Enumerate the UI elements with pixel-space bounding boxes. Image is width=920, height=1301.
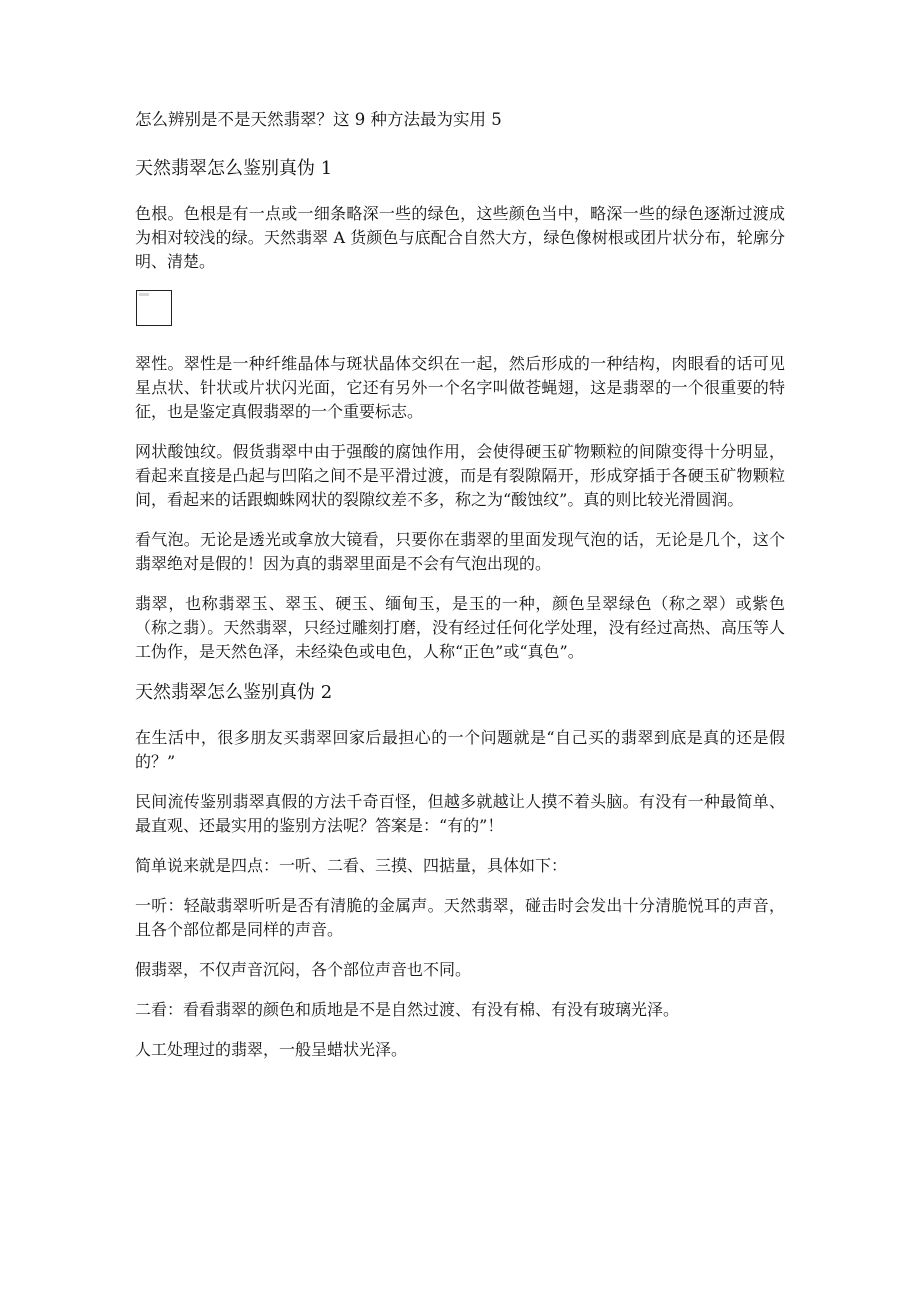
paragraph-jade-texture: 翠性。翠性是一种纤维晶体与斑状晶体交织在一起，然后形成的一种结构，肉眼看的话可见星点状、针状或片状闪光面，它还有另外一个名字叫做苍蝇翅，这是翡翠的一个很重要的特征，也是鉴定真假翡翠的一个重要标志。 xyxy=(135,354,785,421)
paragraph-look: 二看：看看翡翠的颜色和质地是不是自然过渡、有没有棉、有没有玻璃光泽。 xyxy=(135,1000,680,1019)
document-page xyxy=(135,108,785,1078)
paragraph-four-points: 简单说来就是四点：一听、二看、三摸、四掂量，具体如下： xyxy=(135,856,568,875)
image-placeholder-icon xyxy=(136,290,172,326)
paragraph-color-root: 色根。色根是有一点或一细条略深一些的绿色，这些颜色当中，略深一些的绿色逐渐过渡成为相对较浅的绿。天然翡翠 A 货颜色与底配合自然大方，绿色像树根或团片状分布，轮廓分明、清楚。 xyxy=(135,204,785,271)
paragraph-listen: 一听：轻敲翡翠听听是否有清脆的金属声。天然翡翠，碰击时会发出十分清脆悦耳的声音，且各个部位都是同样的声音。 xyxy=(135,896,785,939)
paragraph-jade-definition: 翡翠，也称翡翠玉、翠玉、硬玉、缅甸玉，是玉的一种，颜色呈翠绿色（称之翠）或紫色（称之翡）。天然翡翠，只经过雕刻打磨，没有经过任何化学处理，没有经过高热、高压等人工伪作，是天然色泽，未经染色或电色，人称“正色”或“真色”。 xyxy=(135,594,785,661)
paragraph-acid-etching: 网状酸蚀纹。假货翡翠中由于强酸的腐蚀作用，会使得硬玉矿物颗粒的间隙变得十分明显，看起来直接是凸起与凹陷之间不是平滑过渡，而是有裂隙隔开，形成穿插于各硬玉矿物颗粒间，看起来的话跟蜘蛛网状的裂隙纹差不多，称之为“酸蚀纹”。真的则比较光滑圆润。 xyxy=(135,442,785,509)
section-heading-2: 天然翡翠怎么鉴别真伪 2 xyxy=(135,682,333,703)
paragraph-wax-luster: 人工处理过的翡翠，一般呈蜡状光泽。 xyxy=(135,1040,408,1059)
paragraph-folk-methods: 民间流传鉴别翡翠真假的方法千奇百怪，但越多就越让人摸不着头脑。有没有一种最简单、最直观、还最实用的鉴别方法呢？答案是：“有的”！ xyxy=(135,792,785,835)
document-title: 怎么辨别是不是天然翡翠？这 9 种方法最为实用 5 xyxy=(135,110,502,129)
paragraph-fake-sound: 假翡翠，不仅声音沉闷，各个部位声音也不同。 xyxy=(135,960,472,979)
paragraph-bubbles: 看气泡。无论是透光或拿放大镜看，只要你在翡翠的里面发现气泡的话，无论是几个，这个翡翠绝对是假的！因为真的翡翠里面是不会有气泡出现的。 xyxy=(135,530,785,573)
section-heading-1: 天然翡翠怎么鉴别真伪 1 xyxy=(135,158,333,179)
paragraph-worry: 在生活中，很多朋友买翡翠回家后最担心的一个问题就是“自己买的翡翠到底是真的还是假的？” xyxy=(135,728,785,771)
